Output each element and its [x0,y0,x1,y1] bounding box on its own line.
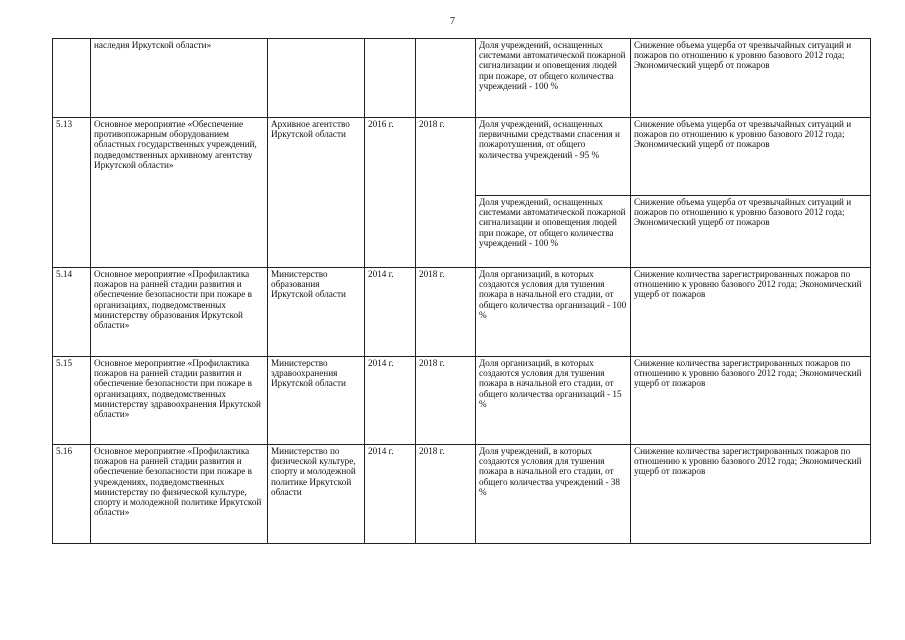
start-year-cell: 2014 г. [365,268,416,357]
table-row [53,357,871,445]
executor-cell: Министерство здравоохранения Иркутской области [268,357,365,445]
executor-cell: Министерство по физической культуре, спорту и молодежной политике Иркутской области [268,445,365,544]
end-year-cell: 2018 г. [416,357,476,445]
activity-cell: Основное мероприятие «Профилактика пожаров на ранней стадии развития и обеспечение безопасности при пожаре в организациях, подведомственных министерству образования Иркутской области» [91,268,268,357]
result-cell: Снижение объема ущерба от чрезвычайных ситуаций и пожаров по отношению к уровню базового 2012 года; Экономический ущерб от пожаров [631,39,871,118]
start-year-cell: 2014 г. [365,445,416,544]
table-row [53,118,871,196]
result-cell: Снижение количества зарегистрированных пожаров по отношению к уровню базового 2012 года; Экономический ущерб от пожаров [631,357,871,445]
table-body [53,39,871,544]
end-year-cell: 2018 г. [416,268,476,357]
table-row [53,445,871,544]
executor-cell: Министерство образования Иркутской области [268,268,365,357]
end-year-cell: 2018 г. [416,118,476,268]
executor-cell [268,39,365,118]
result-cell: Снижение объема ущерба от чрезвычайных ситуаций и пожаров по отношению к уровню базового 2012 года; Экономический ущерб от пожаров [631,118,871,196]
end-year-cell: 2018 г. [416,445,476,544]
activity-cell: Основное мероприятие «Профилактика пожаров на ранней стадии развития и обеспечение безопасности при пожаре в учреждениях, подведомственных министерству по физической культуре, спорту и молодежной политике Иркутской области» [91,445,268,544]
result-cell: Снижение количества зарегистрированных пожаров по отношению к уровню базового 2012 года; Экономический ущерб от пожаров [631,268,871,357]
row-number-cell: 5.14 [53,268,91,357]
end-year-cell [416,39,476,118]
program-activities-table [52,38,871,544]
start-year-cell: 2014 г. [365,357,416,445]
row-number-cell: 5.16 [53,445,91,544]
indicator-cell: Доля организаций, в которых создаются условия для тушения пожара в начальной его стадии, от общего количества организаций - 15 % [476,357,631,445]
activity-cell: наследия Иркутской области» [91,39,268,118]
page-number: 7 [450,16,455,27]
indicator-cell: Доля учреждений, оснащенных первичными средствами спасения и пожаротушения, от общего количества учреждений - 95 % [476,118,631,196]
table-row [53,268,871,357]
row-number-cell [53,39,91,118]
indicator-cell: Доля учреждений, оснащенных системами автоматической пожарной сигнализации и оповещения людей при пожаре, от общего количества учреждений - 100 % [476,196,631,268]
start-year-cell: 2016 г. [365,118,416,268]
result-cell: Снижение объема ущерба от чрезвычайных ситуаций и пожаров по отношению к уровню базового 2012 года; Экономический ущерб от пожаров [631,196,871,268]
table-row [53,39,871,118]
indicator-cell: Доля организаций, в которых создаются условия для тушения пожара в начальной его стадии, от общего количества организаций - 100 % [476,268,631,357]
activity-cell: Основное мероприятие «Профилактика пожаров на ранней стадии развития и обеспечение безопасности при пожаре в организациях, подведомственных министерству здравоохранения Иркутской области» [91,357,268,445]
result-cell: Снижение количества зарегистрированных пожаров по отношению к уровню базового 2012 года; Экономический ущерб от пожаров [631,445,871,544]
activity-cell: Основное мероприятие «Обеспечение противопожарным оборудованием областных государственных учреждений, подведомственных архивному агентству Иркутской области» [91,118,268,268]
row-number-cell: 5.13 [53,118,91,268]
row-number-cell: 5.15 [53,357,91,445]
indicator-cell: Доля учреждений, оснащенных системами автоматической пожарной сигнализации и оповещения людей при пожаре, от общего количества учреждений - 100 % [476,39,631,118]
executor-cell: Архивное агентство Иркутской области [268,118,365,268]
start-year-cell [365,39,416,118]
indicator-cell: Доля учреждений, в которых создаются условия для тушения пожара в начальной его стадии, от общего количества учреждений - 38 % [476,445,631,544]
